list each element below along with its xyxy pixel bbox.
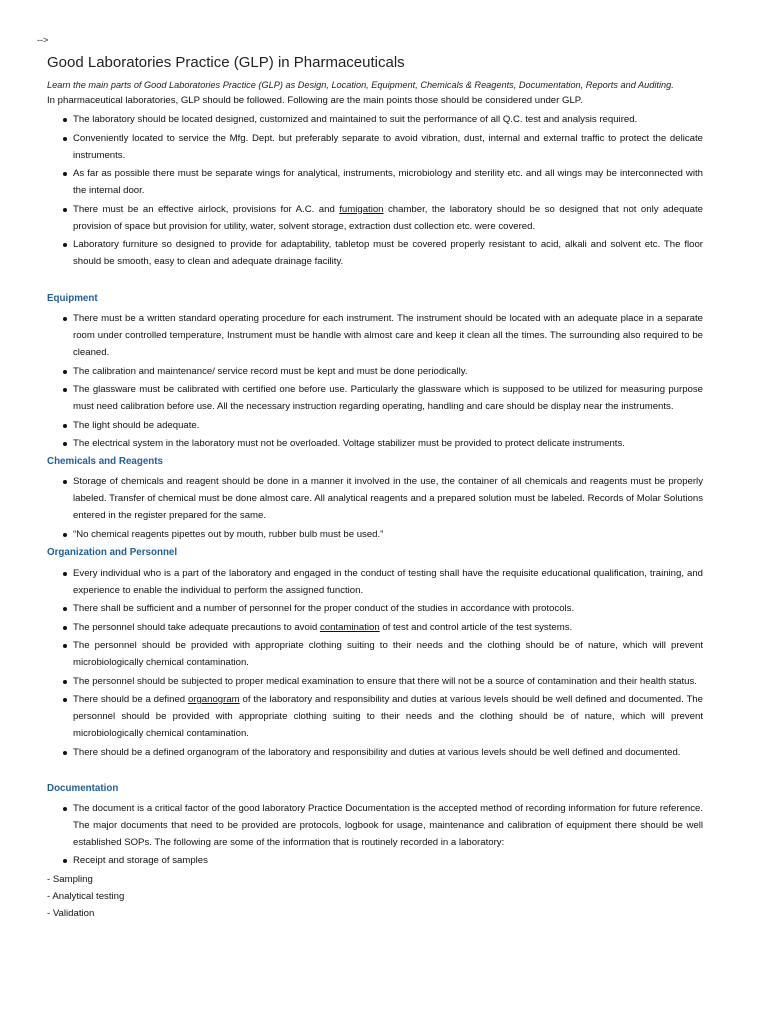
item-text: of test and control article of the test systems. (379, 621, 573, 633)
article (47, 53, 703, 922)
item-text: There should be a defined (73, 694, 188, 705)
list-item: There must be a written standard operating procedure for each instrument. The instrument should be located with an adequate place in a separate room under controlled temperature, Instrument must be handle with almost care and keep it clean all the times. The surrounding also required to be cleaned. (73, 310, 703, 361)
list-item: The personnel should be provided with appropriate clothing suiting to their needs and the clothing should be of nature, which will prevent microbiologically chemical contamination. (73, 637, 703, 671)
chemicals-list (47, 473, 703, 543)
section-heading-organization: Organization and Personnel (47, 546, 178, 558)
validation-line: - Validation (47, 907, 95, 919)
item-text: The personnel should take adequate precautions to avoid (73, 621, 320, 633)
list-item (73, 691, 703, 742)
list-item: Conveniently located to service the Mfg. Dept. but preferably separate to avoid vibration, dust, internal and external traffic to protect the delicate instruments. (73, 130, 703, 164)
list-item: Laboratory furniture so designed to provide for adaptability, tabletop must be covered properly resistant to acid, alkali and solvent etc. The floor should be smooth, easy to clean and adequate drainage facility. (73, 236, 703, 270)
list-item (73, 619, 703, 636)
analytical-testing-line: - Analytical testing (47, 890, 125, 902)
intro-text: In pharmaceutical laboratories, GLP should be followed. Following are the main points those should be considered under GLP. (47, 95, 583, 106)
list-item: Every individual who is a part of the laboratory and engaged in the conduct of testing shall have the requisite educational qualification, training, and experience to enable the individual to perform the assigned function. (73, 565, 703, 599)
list-item: There shall be sufficient and a number of personnel for the proper conduct of the studies in accordance with protocols. (73, 600, 703, 617)
organogram-link[interactable]: organogram (187, 694, 240, 705)
page-subtitle: Learn the main parts of Good Laboratories Practice (GLP) as Design, Location, Equipment, Chemicals & Reagents, Documentation, Reports and Auditing. (47, 80, 674, 90)
item-text: There must be an effective airlock, provisions for A.C. and (73, 203, 340, 215)
list-item: The light should be adequate. (73, 417, 703, 434)
design-list (47, 111, 703, 270)
list-item: The personnel should be subjected to proper medical examination to ensure that there will not be a source of contamination and their health status. (73, 673, 703, 690)
list-item (73, 201, 703, 235)
list-item: There should be a defined organogram of the laboratory and responsibility and duties at various levels should be well defined and documented. (73, 744, 703, 761)
list-item: Storage of chemicals and reagent should be done in a manner it involved in the use, the container of all chemicals and reagents must be properly labeled. Transfer of chemical must be done almost care. All analytical reagents and a prepared solution must be labeled. Records of Molar Solutions entered in the register prepared for the same. (73, 473, 703, 524)
page-title: Good Laboratories Practice (GLP) in Pharmaceuticals (47, 54, 405, 71)
list-item: The calibration and maintenance/ service record must be kept and must be done periodically. (73, 363, 703, 380)
documentation-list (47, 800, 703, 870)
item-text: chamber, the laboratory should be so designed that not only adequate provision of space but provision for utility, water, solvent storage, extraction dust collection etc. were covered. (73, 203, 703, 232)
fumigation-link[interactable]: fumigation (339, 203, 384, 215)
list-item: Receipt and storage of samples (73, 852, 703, 869)
equipment-list (47, 310, 703, 452)
list-item: As far as possible there must be separate wings for analytical, instruments, microbiology and sterility etc. and all wings may be interconnected with the internal door. (73, 165, 703, 199)
organization-list (47, 565, 703, 761)
list-item: The electrical system in the laboratory must not be overloaded. Voltage stabilizer must be provided to protect delicate instruments. (73, 435, 703, 452)
list-item: The laboratory should be located designed, customized and maintained to suit the performance of all Q.C. test and analysis required. (73, 111, 703, 128)
stray-comment-marker: --> (37, 35, 49, 45)
item-text: of the laboratory and responsibility and duties at various levels should be well defined and documented. The personnel should be provided with appropriate clothing suiting to their needs and the clothing should be of nature, which will prevent microbiologically chemical contamination. (73, 694, 703, 739)
list-item: The glassware must be calibrated with certified one before use. Particularly the glassware which is supposed to be utilized for measuring purpose must need calibration before use. All the necessary instruction regarding operating, handling and care should be display near the instruments. (73, 381, 703, 415)
section-heading-documentation: Documentation (47, 782, 119, 794)
section-heading-chemicals: Chemicals and Reagents (47, 456, 163, 467)
sampling-line: - Sampling (47, 873, 93, 885)
list-item: “No chemical reagents pipettes out by mouth, rubber bulb must be used.” (73, 526, 703, 543)
list-item: The document is a critical factor of the good laboratory Practice Documentation is the accepted method of recording information for future reference. The major documents that need to be provided are protocols, logbook for usage, maintenance and calibration of equipment there should be well established SOPs. The following are some of the information that is routinely recorded in a laboratory: (73, 800, 703, 851)
section-heading-equipment: Equipment (47, 293, 98, 304)
contamination-link[interactable]: contamination (319, 621, 380, 633)
